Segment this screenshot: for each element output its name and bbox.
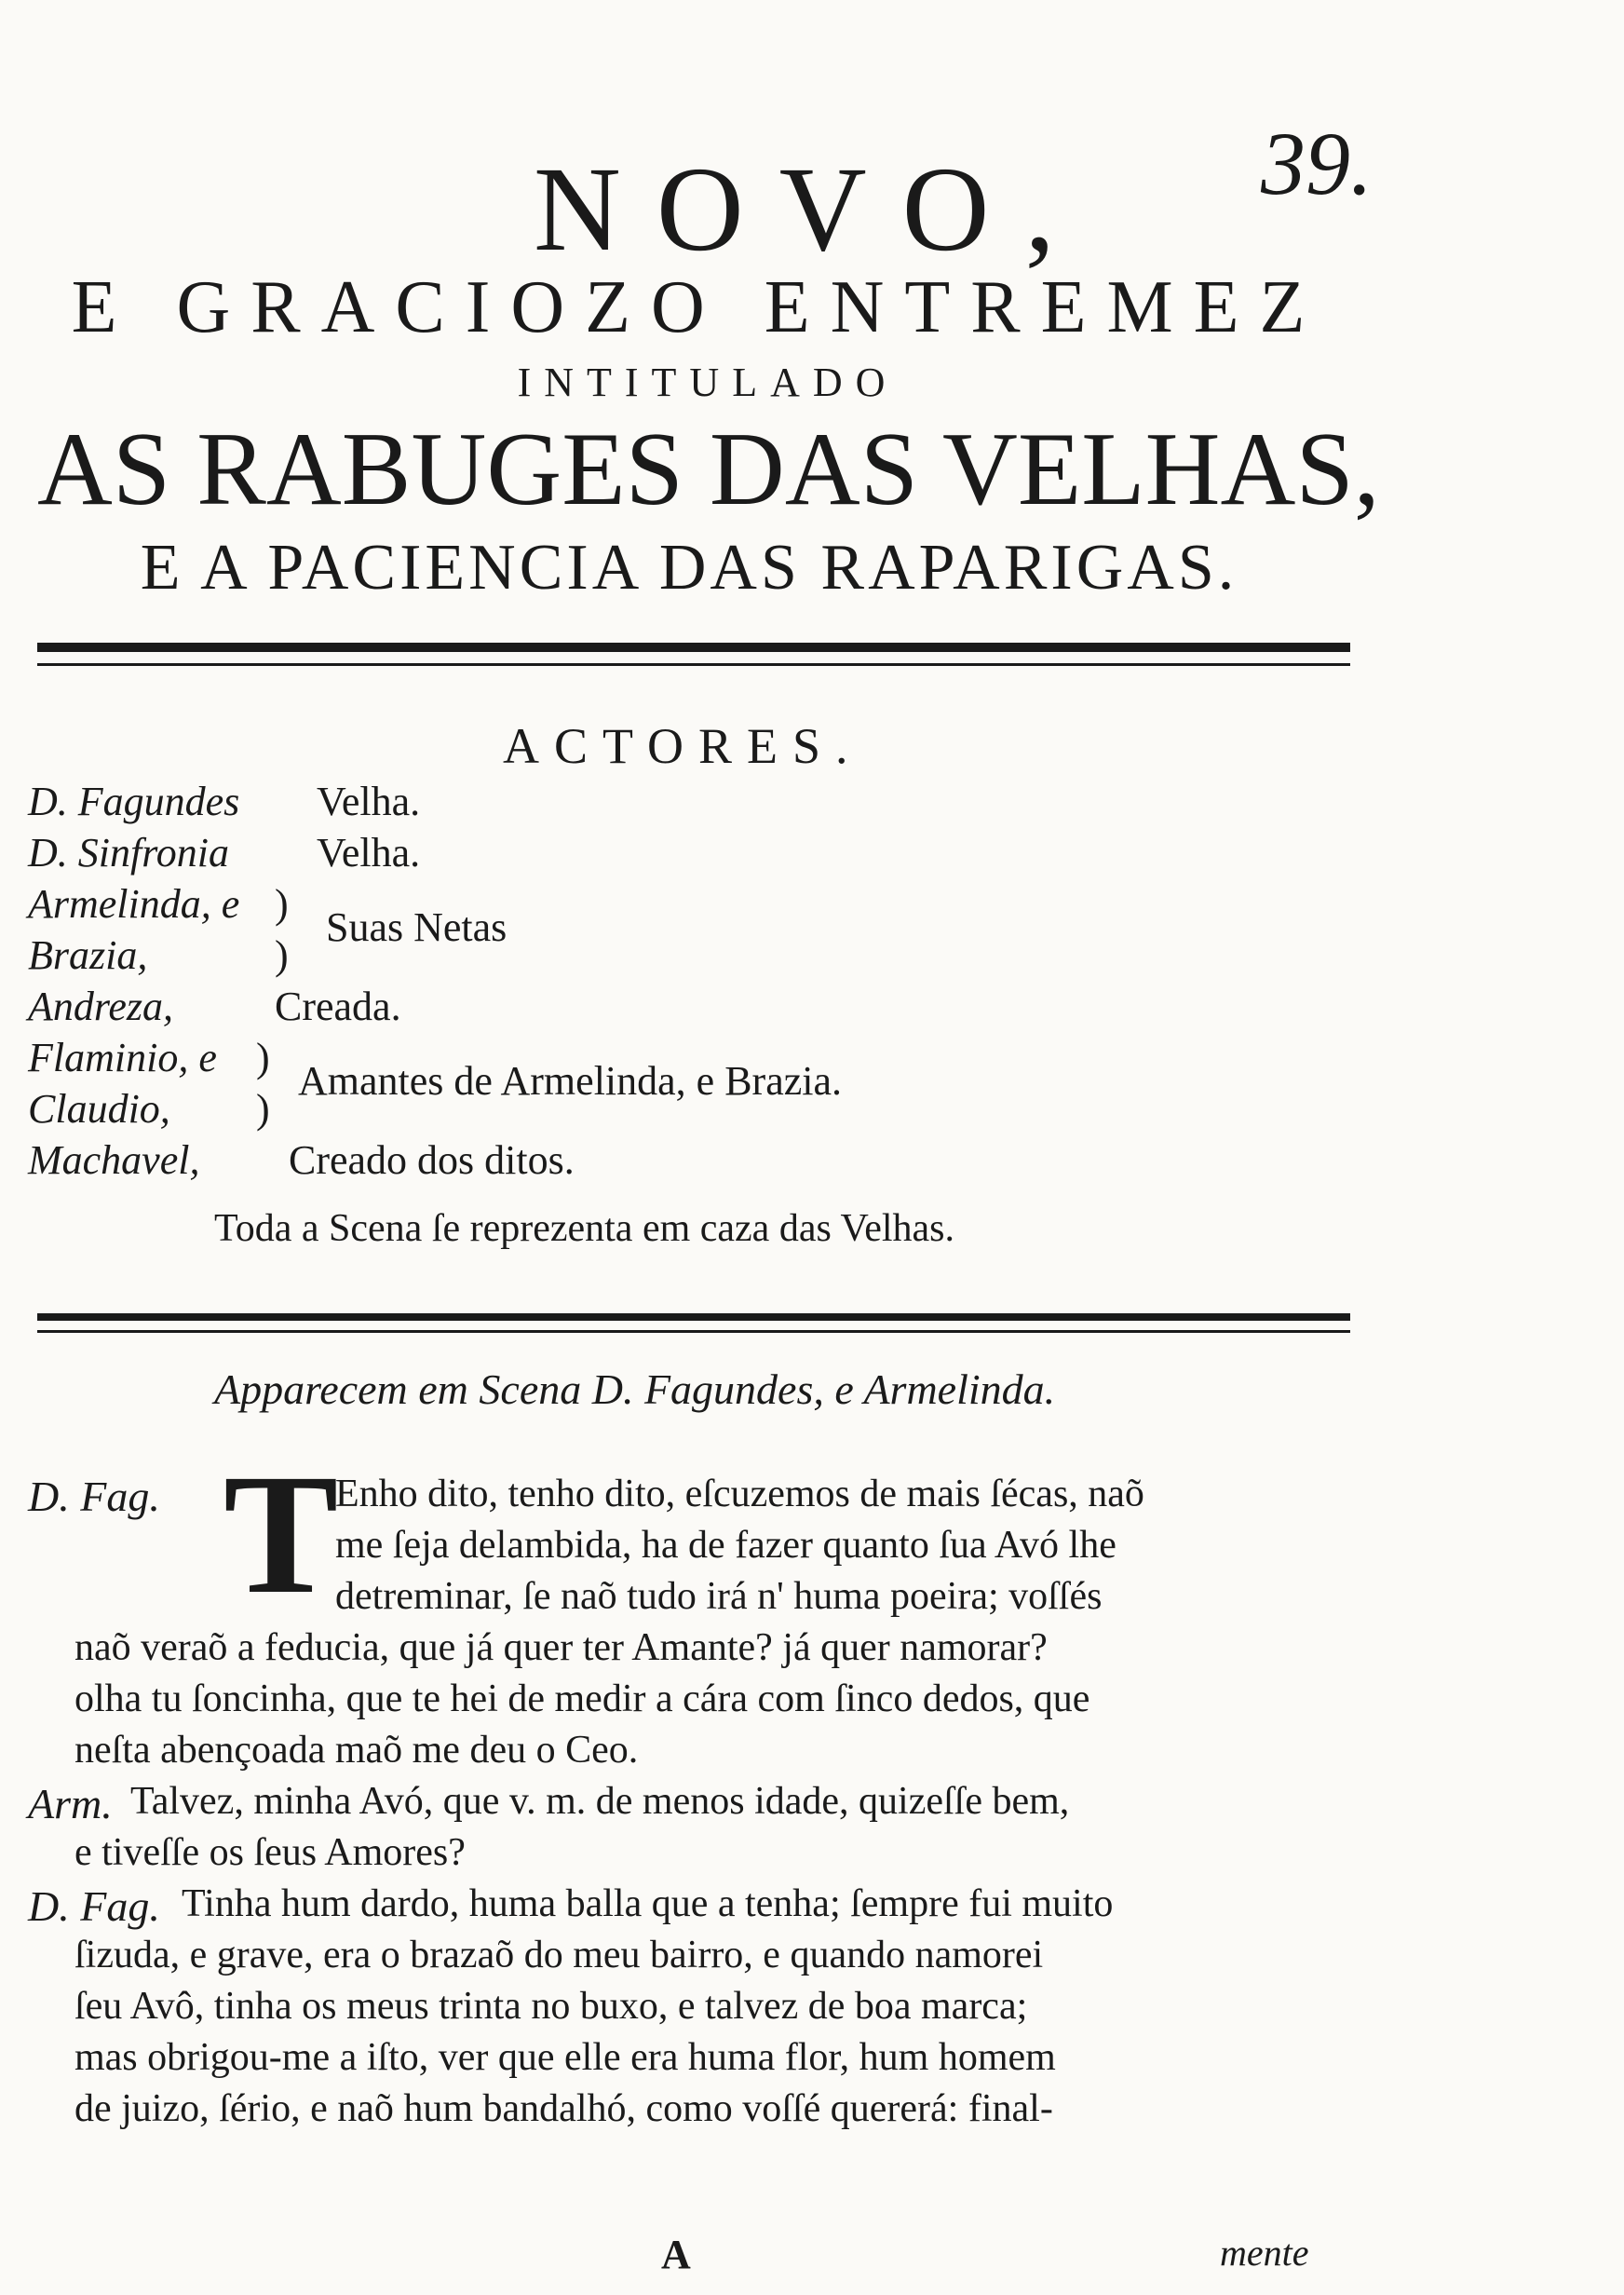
catchword: mente: [1220, 2232, 1309, 2274]
drop-cap: T: [223, 1439, 339, 1630]
speaker-label: D. Fag.: [28, 1473, 160, 1520]
cast-role: Creado dos ditos.: [289, 1137, 575, 1183]
brace: ): [275, 932, 289, 978]
brace: ): [275, 881, 289, 927]
cast-name: Machavel,: [28, 1137, 200, 1183]
scene-note: Toda a Scena ſe reprezenta em caza das Velhas.: [214, 1207, 955, 1250]
cast-role: Suas Netas: [326, 904, 508, 950]
divider-rule-thin: [37, 1330, 1350, 1333]
cast-role: Velha.: [317, 779, 421, 824]
cast-name: Brazia,: [28, 932, 148, 978]
text-line: ſizuda, e grave, era o brazaõ do meu bairro, e quando namorei: [74, 1934, 1044, 1976]
text-line: e tiveſſe os ſeus Amores?: [74, 1831, 466, 1874]
text-line: Tinha hum dardo, huma balla que a tenha; ſempre fui muito: [182, 1882, 1114, 1925]
divider-rule-thin: [37, 663, 1350, 666]
folio-number: 39.: [1261, 114, 1373, 213]
divider-rule: [37, 1313, 1350, 1321]
title-novo: NOVO,: [533, 143, 1091, 277]
cast-role: Velha.: [317, 830, 421, 876]
cast-name: D. Fagundes: [28, 779, 240, 824]
signature-mark: A: [661, 2232, 691, 2277]
title-main: AS RABUGES DAS VELHAS,: [37, 412, 1380, 527]
brace: ): [256, 1035, 270, 1080]
text-line: de juizo, ſério, e naõ hum bandalhó, como voſſé quererá: final-: [74, 2087, 1053, 2130]
title-intitulado: INTITULADO: [517, 360, 899, 405]
text-line: ſeu Avô, tinha os meus trinta no buxo, e talvez de boa marca;: [74, 1985, 1028, 2028]
text-line: Talvez, minha Avó, que v. m. de menos idade, quizeſſe bem,: [130, 1780, 1070, 1823]
text-line: Enho dito, tenho dito, eſcuzemos de mais ſécas, naõ: [335, 1473, 1144, 1515]
cast-name: Armelinda, e: [28, 881, 240, 927]
text-line: mas obrigou-me a iſto, ver que elle era huma flor, hum homem: [74, 2036, 1056, 2079]
text-line: me ſeja delambida, ha de fazer quanto ſua Avó lhe: [335, 1524, 1116, 1567]
text-line: naõ veraõ a feducia, que já quer ter Amante? já quer namorar?: [74, 1626, 1048, 1669]
cast-name: D. Sinfronia: [28, 830, 229, 876]
cast-name: Andreza,: [28, 984, 174, 1029]
cast-name: Flaminio, e: [28, 1035, 217, 1080]
text-line: neſta abençoada maõ me deu o Ceo.: [74, 1729, 639, 1772]
speaker-label: Arm.: [28, 1780, 113, 1827]
stage-direction: Apparecem em Scena D. Fagundes, e Armelinda.: [214, 1365, 1056, 1413]
cast-name: Claudio,: [28, 1086, 170, 1132]
title-entremez: E GRACIOZO ENTREMEZ: [71, 266, 1326, 348]
actors-heading: ACTORES.: [503, 718, 863, 774]
brace: ): [256, 1086, 270, 1132]
title-subtitle: E A PACIENCIA DAS RAPARIGAS.: [140, 532, 1238, 604]
divider-rule: [37, 643, 1350, 652]
cast-role: Creada.: [275, 984, 401, 1029]
text-line: detreminar, ſe naõ tudo irá n' huma poeira; voſſés: [335, 1575, 1103, 1618]
text-line: olha tu ſoncinha, que te hei de medir a cára com ſinco dedos, que: [74, 1677, 1090, 1720]
cast-role: Amantes de Armelinda, e Brazia.: [298, 1058, 843, 1104]
speaker-label: D. Fag.: [28, 1882, 160, 1930]
